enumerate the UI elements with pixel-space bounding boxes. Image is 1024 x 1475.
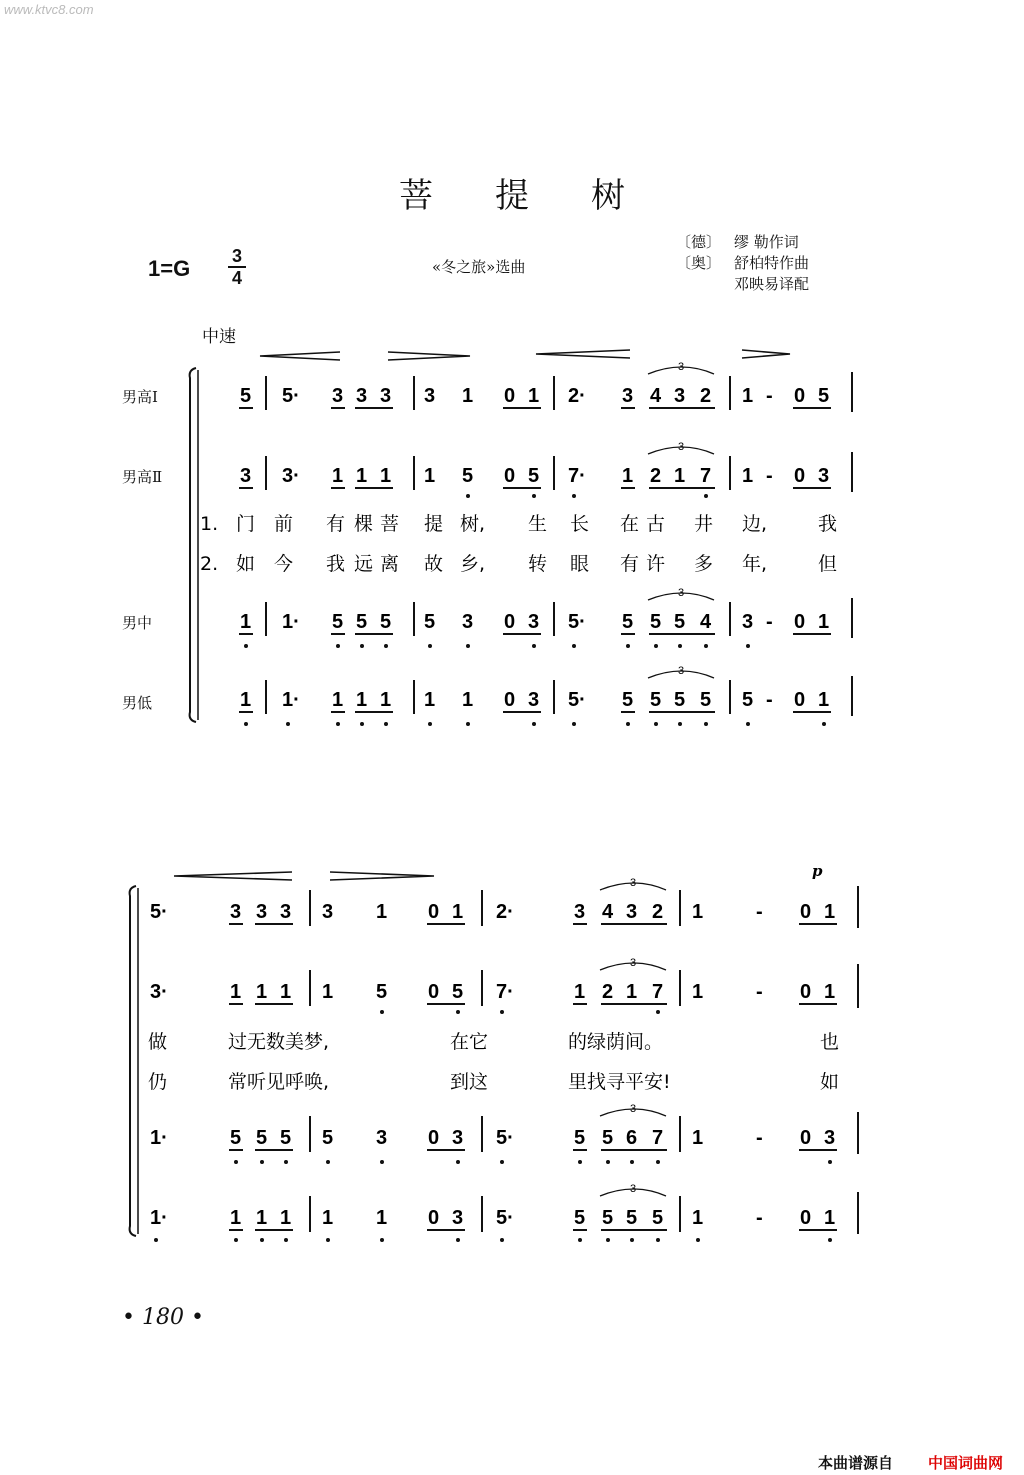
low-octave-dot <box>456 1238 460 1242</box>
lyric: 眼 <box>570 553 590 575</box>
lyric: 在它 <box>450 1031 489 1053</box>
note: 2 <box>650 465 662 487</box>
time-signature-bottom: 4 <box>231 268 242 288</box>
note: 0 <box>428 1207 440 1229</box>
lyric: 远 <box>354 553 374 575</box>
note: 5 <box>602 1207 614 1229</box>
key-signature: 1=G <box>148 256 191 281</box>
note: 0 <box>794 689 806 711</box>
system-1-row-4 <box>239 665 852 726</box>
decrescendo-hairpin <box>742 350 790 358</box>
dynamic-piano: p <box>812 862 823 880</box>
note: 1 <box>824 901 836 923</box>
note: 3 <box>240 465 252 487</box>
note: 0 <box>800 1127 812 1149</box>
note: 1 <box>256 1207 268 1229</box>
note: 3 <box>574 901 586 923</box>
lyric: 也 <box>820 1031 840 1053</box>
lyric: 门 <box>236 513 256 535</box>
low-octave-dot <box>360 644 364 648</box>
triplet-mark: 3 <box>630 1103 637 1115</box>
note: 3 <box>818 465 830 487</box>
voice-label-bass: 男低 <box>122 694 153 712</box>
note: 1 <box>818 689 830 711</box>
triplet-mark: 3 <box>630 957 637 969</box>
note: 2· <box>568 385 586 407</box>
lyric: 我 <box>818 513 838 535</box>
note: 5 <box>818 385 830 407</box>
lyric: 多 <box>694 553 714 575</box>
note: - <box>766 611 773 633</box>
note: 5 <box>574 1207 586 1229</box>
lyric: 仍 <box>148 1071 168 1093</box>
low-octave-dot <box>630 1160 634 1164</box>
note: 1 <box>256 981 268 1003</box>
low-octave-dot <box>704 722 708 726</box>
note: 1 <box>818 611 830 633</box>
note: 1 <box>240 689 252 711</box>
note: 5 <box>674 611 686 633</box>
lyric: 今 <box>274 553 294 575</box>
note: 3 <box>332 385 344 407</box>
note: 3 <box>462 611 474 633</box>
low-octave-dot <box>244 722 248 726</box>
system-1-row-1 <box>239 361 852 412</box>
low-octave-dot <box>380 1238 384 1242</box>
note: 3 <box>674 385 686 407</box>
note: 5 <box>322 1127 334 1149</box>
note: 1 <box>380 689 392 711</box>
credit-text: 邓映易译配 <box>734 275 810 293</box>
note: 3 <box>528 611 540 633</box>
note: 1 <box>322 981 334 1003</box>
low-octave-dot <box>822 722 826 726</box>
note: 1 <box>356 689 368 711</box>
time-signature-top: 3 <box>231 246 242 266</box>
note: 7· <box>496 981 514 1003</box>
footer-source-text: 本曲谱源自 <box>818 1455 894 1472</box>
lyric: 如 <box>236 553 256 575</box>
note: 0 <box>428 901 440 923</box>
low-octave-dot <box>284 1238 288 1242</box>
low-octave-dot <box>532 644 536 648</box>
low-octave-dot <box>828 1160 832 1164</box>
lyric: 长 <box>570 513 590 535</box>
note: 5· <box>568 611 586 633</box>
low-octave-dot <box>154 1238 158 1242</box>
low-octave-dot <box>606 1160 610 1164</box>
note: 3 <box>424 385 436 407</box>
note: 0 <box>800 1207 812 1229</box>
lyric: 有 <box>326 513 346 535</box>
note: 5 <box>376 981 388 1003</box>
note: 1 <box>462 689 474 711</box>
note: 3 <box>742 611 754 633</box>
voice-label-baritone: 男中 <box>122 614 153 632</box>
crescendo-hairpin <box>536 350 630 358</box>
system-2-row-4 <box>150 1183 858 1242</box>
note: 1· <box>282 689 300 711</box>
note: 0 <box>800 901 812 923</box>
note: 5· <box>282 385 300 407</box>
note: 2 <box>652 901 664 923</box>
note: 0 <box>504 465 516 487</box>
note: 5 <box>424 611 436 633</box>
subtitle: «冬之旅»选曲 <box>432 258 526 276</box>
lyric: 我 <box>326 553 346 575</box>
system-2-lyrics-verse-1 <box>148 1031 839 1053</box>
note: 3 <box>824 1127 836 1149</box>
credit-text: 舒柏特作曲 <box>734 254 810 272</box>
lyric: 到这 <box>450 1071 489 1093</box>
note: 5 <box>652 1207 664 1229</box>
system-2-brace <box>130 886 136 1236</box>
system-2-lyrics-verse-2 <box>148 1071 839 1093</box>
note: 5 <box>650 611 662 633</box>
low-octave-dot <box>336 644 340 648</box>
credit-origin: 〔德〕 <box>676 233 722 251</box>
note: - <box>756 981 763 1003</box>
lyric: 乡, <box>460 553 486 575</box>
note: 0 <box>794 385 806 407</box>
lyric: 边, <box>742 513 768 535</box>
note: 5 <box>462 465 474 487</box>
tempo-marking: 中速 <box>202 327 236 347</box>
low-octave-dot <box>384 722 388 726</box>
note: 1 <box>380 465 392 487</box>
note: 1 <box>622 465 634 487</box>
lyric: 年, <box>742 553 768 575</box>
note: 5 <box>574 1127 586 1149</box>
low-octave-dot <box>704 494 708 498</box>
note: - <box>756 1127 763 1149</box>
low-octave-dot <box>678 722 682 726</box>
lyric: 2. <box>200 553 219 575</box>
low-octave-dot <box>578 1160 582 1164</box>
note: 1 <box>692 981 704 1003</box>
note: 0 <box>800 981 812 1003</box>
note: 0 <box>504 689 516 711</box>
note: 3· <box>150 981 168 1003</box>
note: 5· <box>568 689 586 711</box>
system-1-row-2 <box>239 441 852 498</box>
lyric: 许 <box>646 553 666 575</box>
note: 1 <box>230 1207 242 1229</box>
low-octave-dot <box>326 1160 330 1164</box>
low-octave-dot <box>500 1010 504 1014</box>
system-2-row-1 <box>150 862 858 928</box>
low-octave-dot <box>260 1238 264 1242</box>
lyric: 如 <box>820 1071 840 1093</box>
lyric: 的绿荫间。 <box>568 1031 664 1053</box>
crescendo-hairpin <box>260 352 340 360</box>
note: 1 <box>322 1207 334 1229</box>
note: - <box>756 901 763 923</box>
voice-label-tenor-2: 男高Ⅱ <box>122 468 163 486</box>
lyric: 做 <box>148 1031 168 1053</box>
song-title: 菩提树 <box>399 176 687 216</box>
note: - <box>766 385 773 407</box>
low-octave-dot <box>284 1160 288 1164</box>
note: 5 <box>332 611 344 633</box>
lyric: 但 <box>818 553 838 575</box>
page-number: • 180 • <box>122 1305 204 1330</box>
note: 2 <box>602 981 614 1003</box>
note: 0 <box>794 465 806 487</box>
low-octave-dot <box>234 1238 238 1242</box>
low-octave-dot <box>244 644 248 648</box>
triplet-mark: 3 <box>678 665 685 677</box>
low-octave-dot <box>696 1238 700 1242</box>
note: 5 <box>626 1207 638 1229</box>
note: 0 <box>428 981 440 1003</box>
note: 5 <box>280 1127 292 1149</box>
note: 3 <box>528 689 540 711</box>
lyric: 生 <box>528 513 548 535</box>
note: 3 <box>230 901 242 923</box>
low-octave-dot <box>260 1160 264 1164</box>
note: 1 <box>674 465 686 487</box>
low-octave-dot <box>678 644 682 648</box>
note: 5 <box>622 611 634 633</box>
low-octave-dot <box>656 1238 660 1242</box>
note: 1 <box>824 981 836 1003</box>
lyric: 菩 <box>380 513 400 535</box>
note: 1· <box>150 1127 168 1149</box>
note: 1 <box>692 1127 704 1149</box>
note: 4 <box>650 385 662 407</box>
low-octave-dot <box>704 644 708 648</box>
low-octave-dot <box>336 722 340 726</box>
note: 1 <box>692 901 704 923</box>
note: 1 <box>376 901 388 923</box>
note: 0 <box>428 1127 440 1149</box>
low-octave-dot <box>630 1238 634 1242</box>
note: 5 <box>240 385 252 407</box>
note: 3 <box>380 385 392 407</box>
low-octave-dot <box>828 1238 832 1242</box>
voice-label-tenor-1: 男高Ⅰ <box>122 388 158 406</box>
credit-origin: 〔奥〕 <box>676 254 722 272</box>
lyric: 转 <box>528 553 548 575</box>
note: 1 <box>356 465 368 487</box>
note: 5 <box>650 689 662 711</box>
note: 3 <box>356 385 368 407</box>
low-octave-dot <box>606 1238 610 1242</box>
system-1-brace <box>190 368 196 722</box>
low-octave-dot <box>466 722 470 726</box>
note: 5 <box>674 689 686 711</box>
low-octave-dot <box>572 494 576 498</box>
system-1-lyrics-verse-1 <box>200 513 837 535</box>
triplet-mark: 3 <box>630 1183 637 1195</box>
note: 5 <box>528 465 540 487</box>
note: 5· <box>496 1127 514 1149</box>
low-octave-dot <box>500 1238 504 1242</box>
low-octave-dot <box>456 1160 460 1164</box>
low-octave-dot <box>656 1010 660 1014</box>
note: 3 <box>452 1207 464 1229</box>
note: 3· <box>282 465 300 487</box>
low-octave-dot <box>360 722 364 726</box>
low-octave-dot <box>654 722 658 726</box>
note: 3 <box>256 901 268 923</box>
note: 0 <box>504 385 516 407</box>
credit-text: 缪 勒作词 <box>734 233 799 251</box>
low-octave-dot <box>746 644 750 648</box>
lyric: 1. <box>200 513 219 535</box>
note: 1 <box>376 1207 388 1229</box>
note: 1 <box>230 981 242 1003</box>
note: 5· <box>496 1207 514 1229</box>
note: 3 <box>280 901 292 923</box>
low-octave-dot <box>500 1160 504 1164</box>
note: 1 <box>824 1207 836 1229</box>
note: 3 <box>622 385 634 407</box>
triplet-mark: 3 <box>678 361 685 373</box>
low-octave-dot <box>456 1010 460 1014</box>
note: 3 <box>376 1127 388 1149</box>
note: 1 <box>528 385 540 407</box>
low-octave-dot <box>746 722 750 726</box>
note: 1 <box>332 465 344 487</box>
note: 0 <box>504 611 516 633</box>
low-octave-dot <box>466 644 470 648</box>
low-octave-dot <box>626 644 630 648</box>
note: 2 <box>700 385 712 407</box>
triplet-mark: 3 <box>678 587 685 599</box>
note: 1 <box>280 981 292 1003</box>
lyric: 离 <box>380 553 400 575</box>
low-octave-dot <box>428 644 432 648</box>
note: 7· <box>568 465 586 487</box>
note: 5 <box>700 689 712 711</box>
low-octave-dot <box>384 644 388 648</box>
low-octave-dot <box>428 722 432 726</box>
lyric: 故 <box>424 553 444 575</box>
lyric: 树, <box>460 513 486 535</box>
note: 5 <box>230 1127 242 1149</box>
low-octave-dot <box>532 494 536 498</box>
low-octave-dot <box>626 722 630 726</box>
watermark: www.ktvc8.com <box>4 2 94 17</box>
note: 1 <box>424 689 436 711</box>
note: 4 <box>602 901 614 923</box>
note: - <box>766 465 773 487</box>
note: 7 <box>700 465 712 487</box>
note: 5 <box>452 981 464 1003</box>
system-1-row-3 <box>239 587 852 648</box>
note: 3 <box>626 901 638 923</box>
note: 5 <box>356 611 368 633</box>
note: 5 <box>602 1127 614 1149</box>
low-octave-dot <box>654 644 658 648</box>
note: 6 <box>626 1127 638 1149</box>
lyric: 里找寻平安! <box>568 1071 671 1093</box>
low-octave-dot <box>286 722 290 726</box>
lyric: 有 <box>620 553 640 575</box>
low-octave-dot <box>234 1160 238 1164</box>
triplet-mark: 3 <box>678 441 685 453</box>
triplet-mark: 3 <box>630 877 637 889</box>
note: 1 <box>626 981 638 1003</box>
lyric: 前 <box>274 513 294 535</box>
note: 7 <box>652 1127 664 1149</box>
note: 1 <box>742 465 754 487</box>
system-2-row-3 <box>150 1103 858 1164</box>
crescendo-hairpin <box>174 872 292 880</box>
note: 1 <box>424 465 436 487</box>
low-octave-dot <box>578 1238 582 1242</box>
note: 2· <box>496 901 514 923</box>
low-octave-dot <box>532 722 536 726</box>
low-octave-dot <box>572 644 576 648</box>
low-octave-dot <box>656 1160 660 1164</box>
lyric: 古 <box>646 513 666 535</box>
note: 5 <box>380 611 392 633</box>
note: 1 <box>332 689 344 711</box>
lyric: 提 <box>424 513 444 535</box>
note: 1 <box>574 981 586 1003</box>
note: 1 <box>452 901 464 923</box>
note: 1 <box>462 385 474 407</box>
note: 1 <box>240 611 252 633</box>
note: 4 <box>700 611 712 633</box>
note: - <box>766 689 773 711</box>
low-octave-dot <box>326 1238 330 1242</box>
note: 0 <box>794 611 806 633</box>
note: 1· <box>150 1207 168 1229</box>
note: 3 <box>452 1127 464 1149</box>
lyric: 过无数美梦, <box>228 1031 330 1053</box>
note: 1 <box>742 385 754 407</box>
note: 1 <box>280 1207 292 1229</box>
system-1-lyrics-verse-2 <box>200 553 837 575</box>
decrescendo-hairpin <box>330 872 434 880</box>
low-octave-dot <box>572 722 576 726</box>
note: 5 <box>742 689 754 711</box>
note: 5 <box>256 1127 268 1149</box>
low-octave-dot <box>466 494 470 498</box>
note: 1 <box>692 1207 704 1229</box>
lyric: 井 <box>694 513 714 535</box>
note: - <box>756 1207 763 1229</box>
low-octave-dot <box>380 1010 384 1014</box>
system-2-row-2 <box>150 957 858 1014</box>
note: 3 <box>322 901 334 923</box>
lyric: 在 <box>620 513 640 535</box>
note: 7 <box>652 981 664 1003</box>
low-octave-dot <box>380 1160 384 1164</box>
decrescendo-hairpin <box>388 352 470 360</box>
note: 5 <box>622 689 634 711</box>
lyric: 棵 <box>354 513 374 535</box>
note: 5· <box>150 901 168 923</box>
footer-site-name[interactable]: 中国词曲网 <box>928 1455 1004 1472</box>
lyric: 常听见呼唤, <box>228 1071 330 1093</box>
note: 1· <box>282 611 300 633</box>
